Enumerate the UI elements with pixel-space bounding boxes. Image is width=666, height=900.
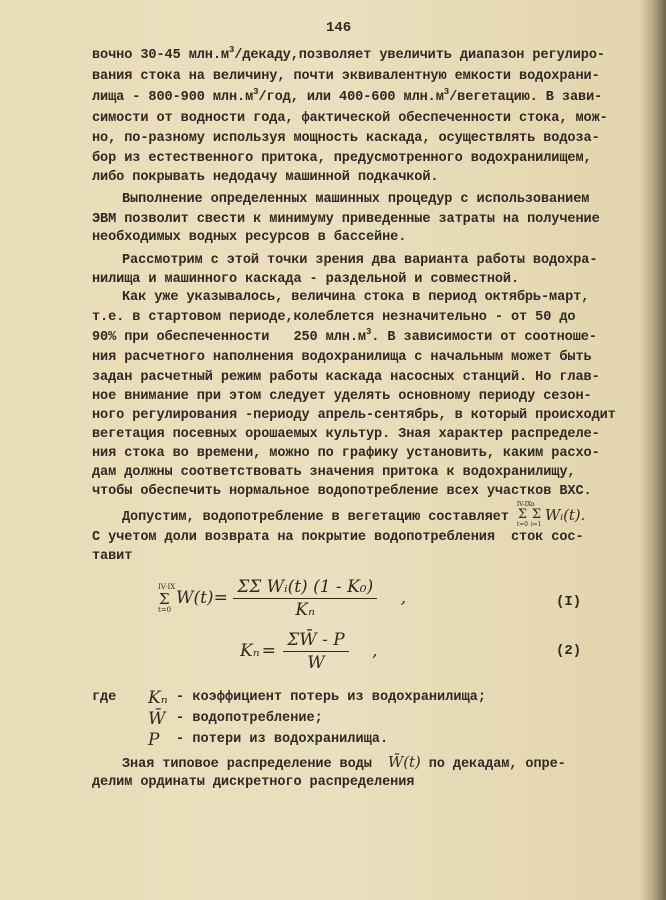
text-line: бор из естественного притока, предусмотренного водохранилищем, <box>92 151 592 166</box>
sum-symbol: n Σ i=1 <box>530 501 542 528</box>
numerator: ΣW̄ - P <box>283 630 348 652</box>
definition-text: - водопотребление; <box>176 711 323 726</box>
text-fragment: /вегетацию. В зави- <box>449 90 603 105</box>
denominator: Kₙ <box>295 600 316 620</box>
text-line: т.е. в стартовом периоде,колеблется незначительно - от 50 до <box>92 310 576 325</box>
text-fragment: вочно 30-45 млн.м <box>92 48 229 63</box>
text-fragment: 90% при обеспеченности 250 млн.м <box>92 330 366 345</box>
text-line <box>92 45 605 64</box>
superscript: 3 <box>253 87 259 97</box>
text-line: ЭВМ позволит свести к минимуму приведенные затраты на получение <box>92 212 600 227</box>
text-line <box>92 87 603 106</box>
formula-term: Kₙ <box>240 641 260 661</box>
definition-text: - коэффициент потерь из водохранилища; <box>176 690 486 705</box>
formula-term: W(t) <box>176 588 214 608</box>
inline-sum-expression: IV-IX Σ t=0 n Σ i=1 Wᵢ(t). <box>516 501 586 528</box>
formula-1 <box>158 577 406 620</box>
superscript: 3 <box>228 45 235 55</box>
formula-operator: = <box>261 641 276 661</box>
text-line: Рассмотрим с этой точки зрения два варианта работы водохра- <box>122 253 598 268</box>
text-fragment: Допустим, водопотребление в вегетацию составляет <box>122 510 509 525</box>
formula-comma: , <box>400 588 407 608</box>
where-label: где <box>92 690 117 705</box>
numerator: ΣΣ Wᵢ(t) (1 - K₀) <box>233 577 377 599</box>
text-line: Как уже указывалось, величина стока в период октябрь-март, <box>122 290 590 305</box>
definition-symbol: Kₙ <box>148 688 168 708</box>
text-fragment: лища - 800-900 млн.м <box>92 90 254 105</box>
sum-symbol: IV-IX Σ t=0 <box>158 582 176 614</box>
equation-number: (2) <box>556 643 582 659</box>
fraction <box>283 630 348 673</box>
sum-symbol: IV-IX Σ t=0 <box>516 501 532 528</box>
text-line: делим ординаты дискретного распределения <box>92 775 415 790</box>
text-line: Выполнение определенных машинных процедур с использованием <box>122 192 590 207</box>
text-line: вания стока на величину, почти эквивалентную емкости водохрани- <box>92 69 600 84</box>
fraction <box>233 577 377 620</box>
definition-symbol: W̄ <box>148 709 166 729</box>
formula-2 <box>240 630 378 673</box>
text-fragment: Зная типовое распределение воды <box>122 757 372 772</box>
text-fragment: /декаду,позволяет увеличить диапазон регулиро- <box>234 48 605 63</box>
text-fragment: . В зависимости от соотноше- <box>371 330 597 345</box>
text-line: вегетация посевных орошаемых культур. Зная характер распределе- <box>92 427 600 442</box>
text-line <box>122 501 586 528</box>
text-line: либо покрывать недодачу машинной подкачкой. <box>92 170 439 185</box>
text-line: ния расчетного наполнения водохранилища с начальным может быть <box>92 350 592 365</box>
text-fragment: по декадам, опре- <box>428 757 566 772</box>
text-line: чтобы обеспечить нормальное водопотребление всех участков ВХС. <box>92 484 592 499</box>
text-fragment: /год, или 400-600 млн.м <box>258 90 444 105</box>
text-line: нилища и машинного каскада - раздельной и совместной. <box>92 272 520 287</box>
formula-comma: , <box>372 641 378 661</box>
inline-math: W̄(t) <box>387 753 421 771</box>
denominator: W <box>307 653 325 673</box>
superscript: 3 <box>365 327 372 337</box>
text-line: ного регулирования -периоду апрель-сентябрь, в который происходит <box>92 408 616 423</box>
page-number: 146 <box>326 20 352 36</box>
text-line: ния стока во времени, можно по графику установить, каким расхо- <box>92 446 600 461</box>
text-line <box>122 754 566 770</box>
superscript: 3 <box>443 87 450 97</box>
text-line: задан расчетный режим работы каскада насосных станций. Но глав- <box>92 370 600 385</box>
definition-text: - потери из водохранилища. <box>176 732 389 747</box>
text-line <box>92 327 597 346</box>
text-line: но, по-разному используя мощность каскада, осуществлять водоза- <box>92 131 600 146</box>
text-line: необходимых водных ресурсов в бассейне. <box>92 230 407 245</box>
text-line: ное внимание при этом следует уделять основному периоду сезон- <box>92 389 592 404</box>
text-line: симости от водности года, фактической обеспеченности стока, мож- <box>92 111 608 126</box>
text-line: дам должны соответствовать значения притока к водохранилищу, <box>92 465 576 480</box>
text-line: тавит <box>92 549 133 564</box>
text-line: С учетом доли возврата на покрытие водопотребления сток сос- <box>92 530 584 545</box>
formula-operator: = <box>213 588 228 608</box>
definition-symbol: P <box>148 730 160 750</box>
equation-number: (I) <box>556 594 582 610</box>
